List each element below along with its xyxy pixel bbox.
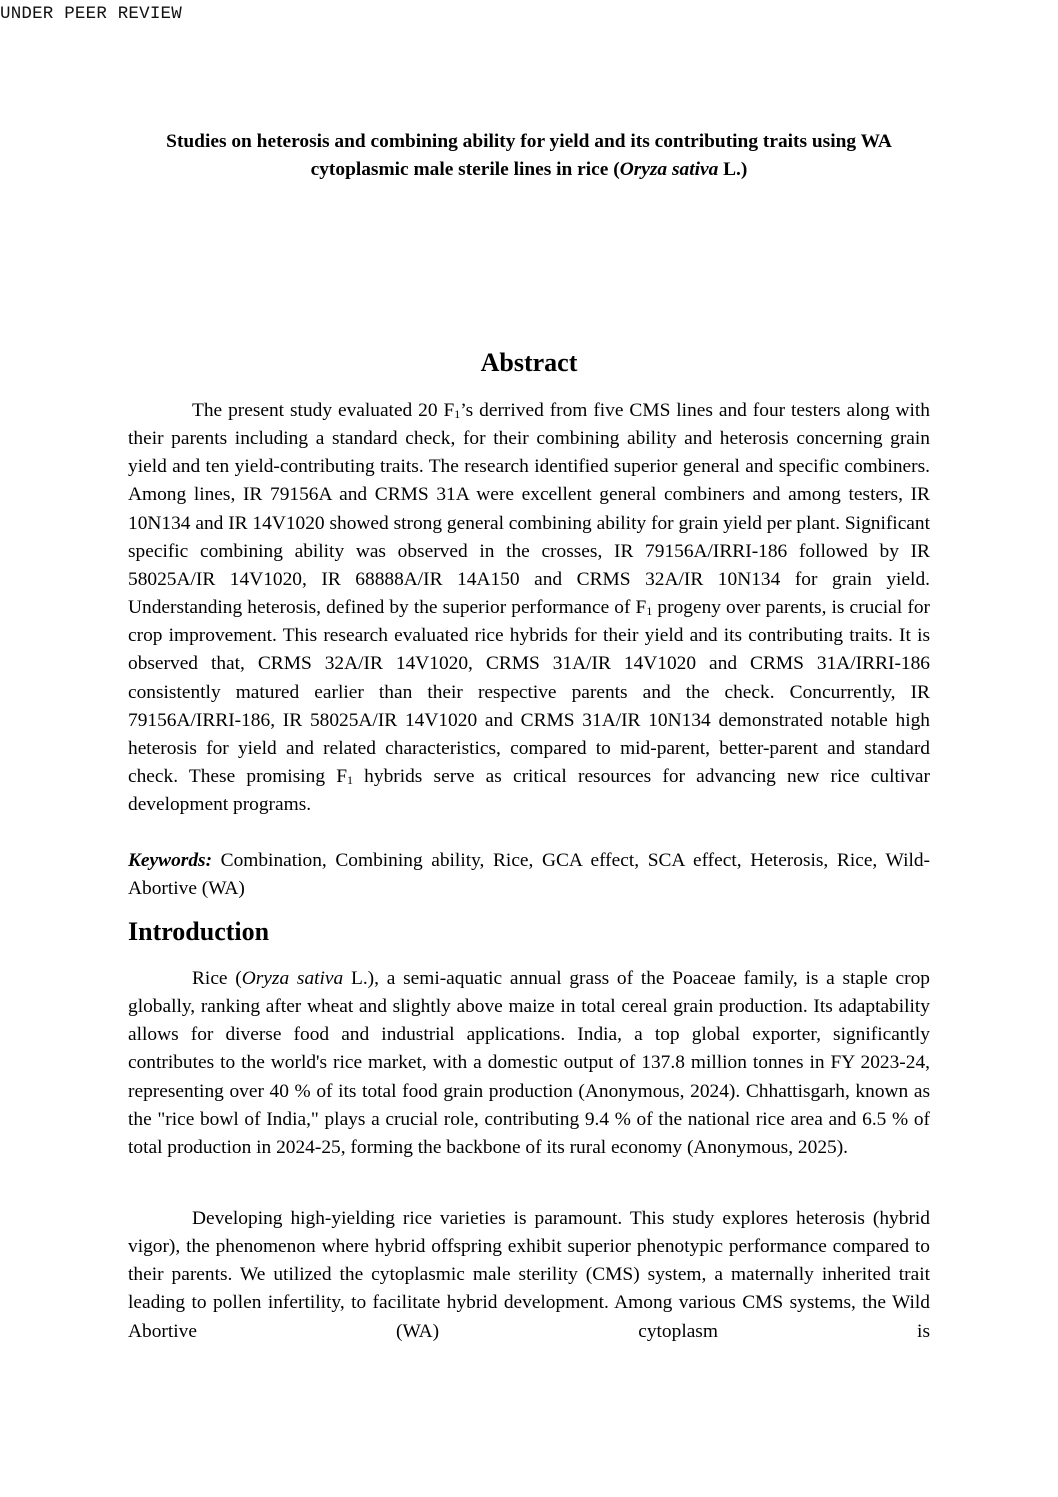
- abstract-text: The present study evaluated 20 F: [192, 400, 455, 421]
- title-text: Studies on heterosis and combining ability for yield and its contributing traits using WA cytoplasmic male sterile lines in rice (: [166, 131, 892, 180]
- introduction-heading: Introduction: [128, 917, 270, 946]
- intro-text: L.), a semi-aquatic annual grass of the Poaceae family, is a staple crop globally, ranking after wheat and slightly above maize in total cereal grain production. Its adaptability allows for diverse food and industrial applications. India, a top global exporter, significantly contributes to the world's rice market, with a domestic output of 137.8 million tonnes in FY 2023-24, representing over 40 % of its total food grain production (Anonymous, 2024). Chhattisgarh, known as the "rice bowl of India," plays a crucial role, contributing 9.4 % of the national rice area and 6.5 % of total production in 2024-25, forming the backbone of its rural economy (Anonymous, 2025).: [128, 968, 930, 1158]
- keywords-list: Combination, Combining ability, Rice, GCA effect, SCA effect, Heterosis, Rice, Wild-Abortive (WA): [128, 850, 930, 899]
- subscript: 1: [454, 407, 461, 421]
- abstract-heading: Abstract: [480, 348, 578, 377]
- keywords-label: Keywords:: [128, 850, 213, 871]
- abstract-text: hybrids serve as critical resources for advancing new rice cultivar development programs.: [128, 766, 930, 816]
- review-watermark: UNDER PEER REVIEW: [0, 4, 182, 24]
- abstract-text: progeny over parents, is crucial for crop improvement. This research evaluated rice hybrids for their yield and its contributing traits. It is observed that, CRMS 32A/IR 14V1020, CRMS 31A/IR 14V1020 and CRMS 31A/IRRI-186 consistently matured earlier than their respective parents and the check. Concurrently, IR 79156A/IRRI-186, IR 58025A/IR 14V1020 and CRMS 31A/IR 10N134 demonstrated notable high heterosis for yield and related characteristics, compared to mid-parent, better-parent and standard check. These promising F: [128, 597, 930, 788]
- introduction-paragraph-1: [128, 965, 930, 1162]
- abstract-text: ’s derrived from five CMS lines and four testers along with their parents including a standard check, for their combining ability and heterosis concerning grain yield and ten yield-contributing traits. The research identified superior general and specific combiners. Among lines, IR 79156A and CRMS 31A were excellent general combiners and among testers, IR 10N134 and IR 14V1020 showed strong general combining ability for grain yield per plant. Significant specific combining ability was observed in the crosses, IR 79156A/IRRI-186 followed by IR 58025A/IR 14V1020, IR 68888A/IR 14A150 and CRMS 32A/IR 10N134 for grain yield. Understanding heterosis, defined by the superior performance of F: [128, 400, 930, 619]
- introduction-paragraph-2: [128, 1205, 930, 1346]
- title-text-end: L.): [718, 159, 748, 180]
- intro-species: Oryza sativa: [241, 968, 344, 989]
- keywords: [128, 847, 930, 903]
- intro-text: Developing high-yielding rice varieties is paramount. This study explores heterosis (hybrid vigor), the phenomenon where hybrid offspring exhibit superior phenotypic performance compared to their parents. We utilized the cytoplasmic male sterility (CMS) system, a maternally inherited trait leading to pollen infertility, to facilitate hybrid development. Among various CMS systems, the Wild Abortive (WA) cytoplasm is: [128, 1208, 930, 1342]
- abstract-paragraph: [128, 397, 930, 819]
- intro-text: Rice (: [192, 968, 242, 989]
- subscript: 1: [646, 604, 653, 619]
- title-species: Oryza sativa: [619, 159, 719, 180]
- paper-title: [118, 128, 940, 184]
- subscript: 1: [347, 773, 353, 788]
